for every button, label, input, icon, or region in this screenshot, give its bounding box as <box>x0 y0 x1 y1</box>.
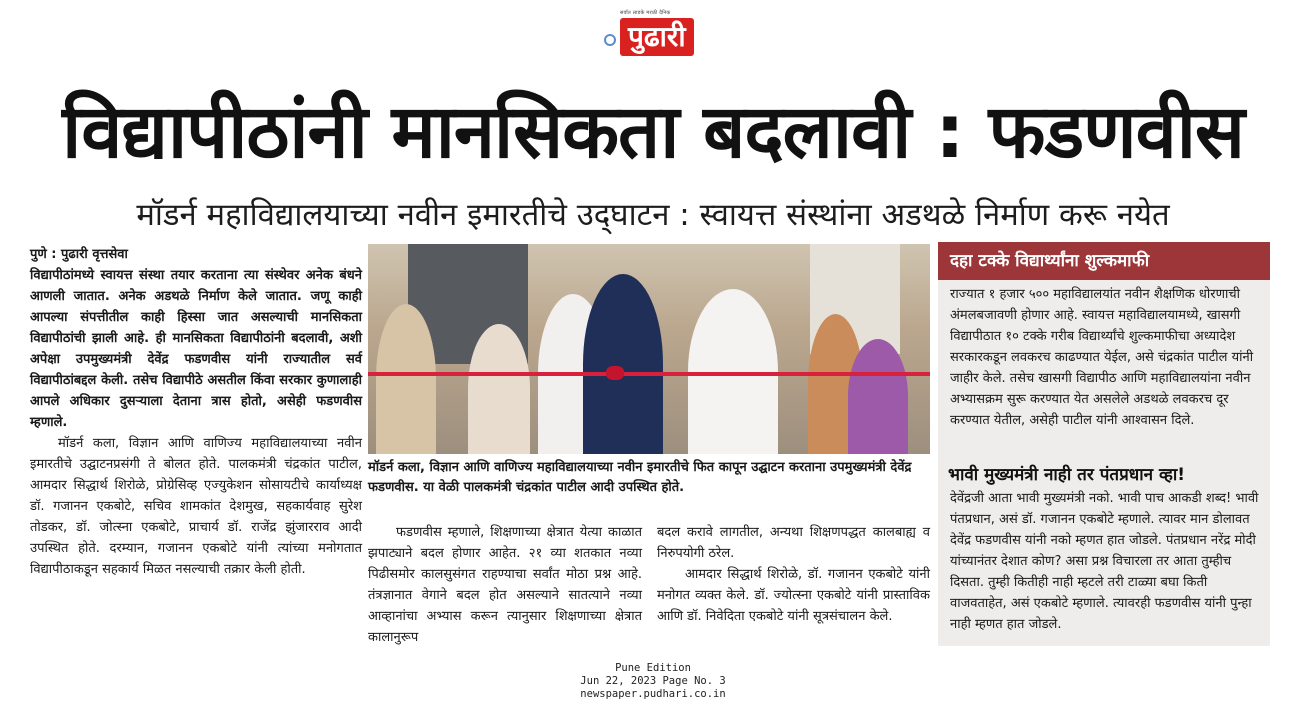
article-column-1 <box>30 244 362 580</box>
article-column-3 <box>657 522 930 627</box>
ribbon-knot <box>606 366 624 380</box>
sidebar-heading: दहा टक्के विद्यार्थ्यांना शुल्कमाफी <box>938 242 1270 280</box>
article-paragraph: आमदार सिद्धार्थ शिरोळे, डॉ. गजानन एकबोटे यांनी मनोगत व्यक्त केले. डॉ. ज्योत्स्ना एकबोटे यांनी प्रास्ताविक आणि डॉ. निवेदिता एकबोटे यांनी सूत्रसंचालन केले. <box>657 567 930 624</box>
article-paragraph: मॉडर्न कला, विज्ञान आणि वाणिज्य महाविद्यालयाच्या नवीन इमारतीचे उद्घाटनप्रसंगी ते बोलत होते. पालकमंत्री चंद्रकांत पाटील, आमदार सिद्धार्थ शिरोळे, प्रोग्रेसिव्ह एज्युकेशन सोसायटीचे कार्याध्यक्ष डॉ. गजानन एकबोटे, सचिव शामकांत देशमुख, सहकार्यवाह सुरेश तोडकर, डॉ. जोत्स्ना एकबोटे, प्राचार्य डॉ. राजेंद्र झुंजारराव आदी उपस्थित होते. दरम्यान, गजानन एकबोटे यांनी त्यांच्या मनोगतात विद्यापीठाकडून सहकार्य मिळत नसल्याची तक्रार केली होती. <box>30 436 362 577</box>
dateline: पुणे : पुढारी वृत्तसेवा <box>30 247 128 262</box>
news-photo <box>368 244 930 454</box>
newspaper-logo[interactable]: पुढारी <box>620 18 694 56</box>
article-column-2 <box>368 522 642 648</box>
masthead-tagline: सर्वांत लाडके मराठी दैनिक <box>620 10 671 16</box>
article-paragraph: फडणवीस म्हणाले, शिक्षणाच्या क्षेत्रात येत्या काळात झपाट्याने बदल होणार आहेत. २१ व्या शतकात नव्या पिढीसमोर कालसुसंगत राहण्याचा सर्वांत मोठा प्रश्न आहे. तंत्रज्ञानात वेगाने बदल होत असल्याने सातत्याने नव्या आव्हानांचा अभ्यास करून त्यानुसार शिक्षणाच्या क्षेत्रात कालानुरूप <box>368 525 642 645</box>
headline: विद्यापीठांनी मानसिकता बदलावी : फडणवीस <box>62 89 1244 175</box>
sidebar-text: राज्यात १ हजार ५०० महाविद्यालयांत नवीन शैक्षणिक धोरणाची अंमलबजावणी होणार आहे. स्वायत्त महाविद्यालयामध्ये, खासगी विद्यापीठात १० टक्के गरीब विद्यार्थ्यांचे शुल्कमाफीचा अध्यादेश सरकारकडून लवकरच काढण्यात येईल, असे चंद्रकांत पाटील यांनी जाहीर केले. तसेच खासगी विद्यापीठ आणि महाविद्यालयांना नवीन अभ्यासक्रम सुरू करण्यात येत असलेले अडथळे लवकरच दूर करण्यात येतील, असेही पाटील यांनी आश्वासन दिले. <box>950 287 1254 428</box>
sidebar-subheading: भावी मुख्यमंत्री नाही तर पंतप्रधान व्हा! <box>948 465 1186 485</box>
footer-edition: Pune Edition <box>615 662 691 674</box>
ribbon <box>368 372 930 376</box>
subheadline: मॉडर्न महाविद्यालयाच्या नवीन इमारतीचे उद्‌घाटन : स्वायत्त संस्थांना अडथळे निर्माण करू नयेत <box>136 197 1170 233</box>
sidebar-text-2: देवेंद्रजी आता भावी मुख्यमंत्री नको. भावी पाच आकडी शब्द! भावी पंतप्रधान, असं डॉ. गजानन एकबोटे म्हणाले. त्यावर मान डोलावत देवेंद्र फडणवीस यांनी नको म्हणत हात जोडले. पंतप्रधान नरेंद्र मोदी यांच्यानंतर देशात कोण? असा प्रश्न विचारला तर आता तुम्हीच दिसता. तुम्ही कितीही नाही म्हटले तरी टाळ्या बघा किती वाजवताहेत, असं एकबोटे म्हणाले. त्यावरही फडणवीस यांनी पुन्हा नाही म्हणत हात जोडले. <box>950 491 1259 632</box>
article-lead: विद्यापीठांमध्ये स्वायत्त संस्था तयार करताना त्या संस्थेवर अनेक बंधने आणली जातात. अनेक अडथळे निर्माण केले जातात. जणू काही आपल्या संपत्तीतील काही हिस्सा जात असल्याची मानसिकता विद्यापीठांची झाली आहे. ही मानसिकता विद्यापीठांनी बदलावी, अशी अपेक्षा उपमुख्यमंत्री देवेंद्र फडणवीस यांनी राज्यातील सर्व विद्यापीठांबद्दल केली. तसेच विद्यापीठे असतील किंवा सरकार कुणालाही आपले अधिकार दुसऱ्याला देताना त्रास होतो, असेही फडणवीस म्हणाले. <box>30 268 362 430</box>
masthead <box>0 8 1306 60</box>
page-footer <box>0 662 1306 701</box>
photo-caption: मॉडर्न कला, विज्ञान आणि वाणिज्य महाविद्यालयाच्या नवीन इमारतीचे फित कापून उद्घाटन करताना उपमुख्यमंत्री देवेंद्र फडणवीस. या वेळी पालकमंत्री चंद्रकांत पाटील आदी उपस्थित होते. <box>368 460 912 495</box>
footer-date-page: Jun 22, 2023 Page No. 3 <box>580 675 726 687</box>
photo-person <box>468 324 530 454</box>
footer-site-link[interactable]: newspaper.pudhari.co.in <box>580 688 726 700</box>
photo-person <box>848 339 908 454</box>
photo-person <box>376 304 436 454</box>
globe-icon <box>604 34 616 46</box>
article-paragraph: बदल करावे लागतील, अन्यथा शिक्षणपद्धत कालबाह्य व निरुपयोगी ठरेल. <box>657 525 930 561</box>
photo-person <box>583 274 663 454</box>
